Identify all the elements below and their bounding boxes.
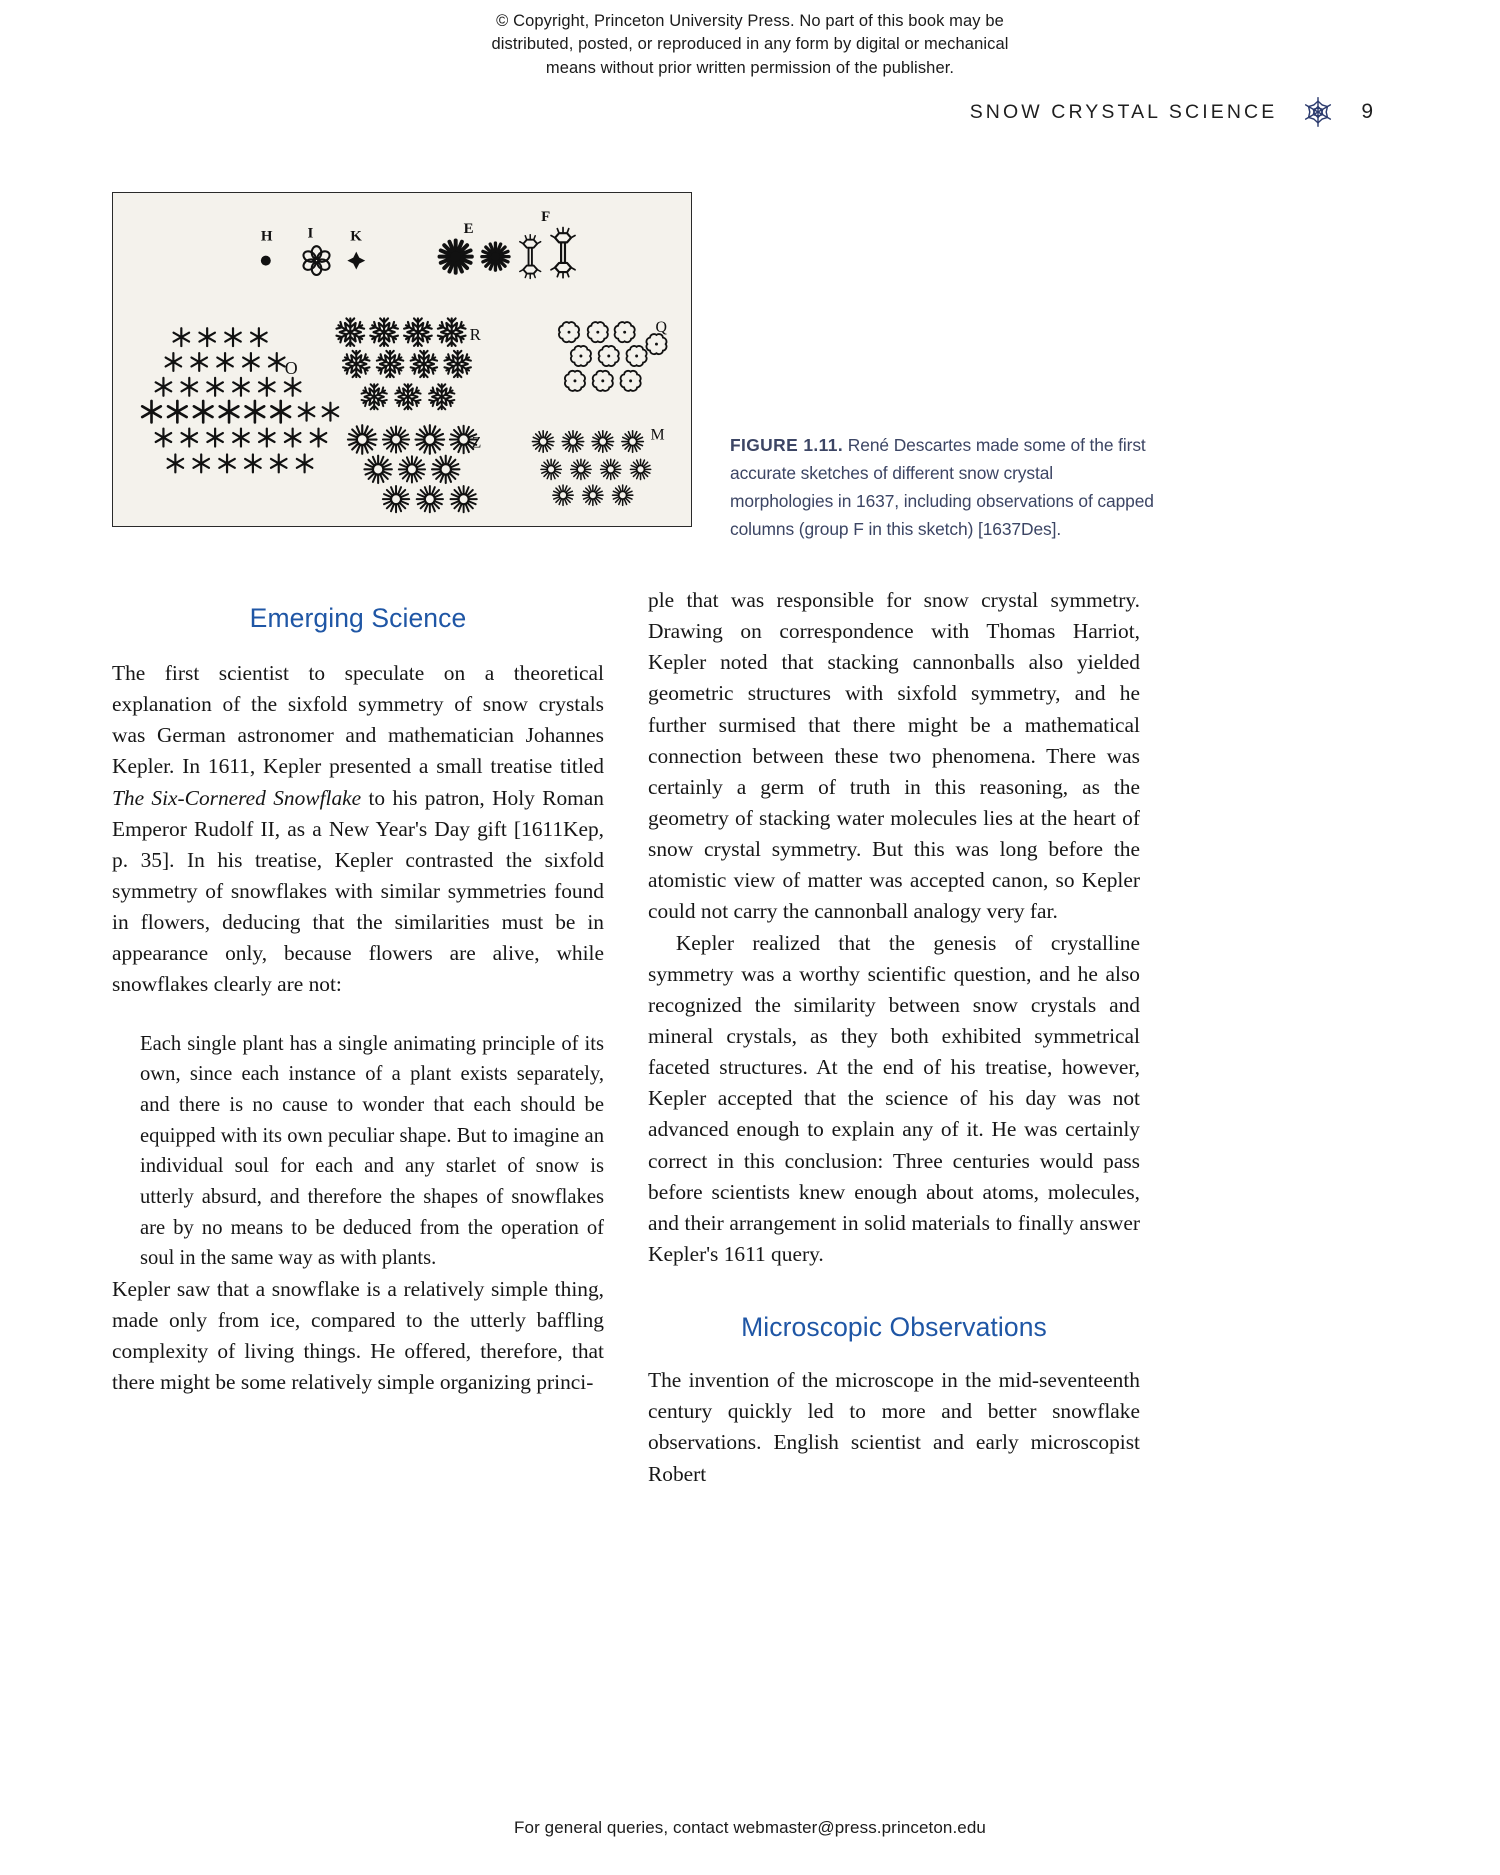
paragraph-crystalline-symmetry: Kepler realized that the genesis of crystalline symmetry was a worthy scientific question, and he also recognized the similarity between snow crystals and mineral crystals, as they both exhibited symmetrical faceted structures. At the end of his treatise, however, Kepler accepted that the science of his day was not advanced enough to explain any of it. He was certainly correct in this conclusion: Three centuries would pass before scientists knew enough about atoms, molecules, and their arrangement in solid materials to finally answer Kepler's 1611 query. xyxy=(648,930,1140,1266)
running-head-title: SNOW CRYSTAL SCIENCE xyxy=(969,100,1278,123)
descartes-sketch-plate xyxy=(112,192,692,527)
descartes-snow-crystal-engraving xyxy=(113,193,691,526)
paragraph-cannonballs: ple that was responsible for snow crystal symmetry. Drawing on correspondence with Thomas Harriot, Kepler noted that stacking cannonballs also yielded geometric structures with sixfold symmetry, and he further surmised that there might be a mathematical connection between these two phenomena. There was certainly a germ of truth in this reasoning, as the geometry of stacking water molecules lies at the heart of snow crystal symmetry. But this was long before the atomistic view of matter was accepted canon, so Kepler could not carry the cannonball analogy very far. xyxy=(648,588,1140,924)
figure-caption-label: FIGURE 1.11. xyxy=(730,435,844,455)
crystal-E-burst-2 xyxy=(482,243,509,270)
figure-label-K: K xyxy=(350,228,362,245)
block-quote-kepler: Each single plant has a single animating principle of its own, since each instance of a plant exists separately, and there is no cause to wonder that each should be equipped with its own peculiar shape. But to imagine an individual soul for each and any starlet of snow is utterly absurd, and therefore the shapes of snowflakes are by no means to be deduced from the operation of soul in the same way as with plants. xyxy=(140,1032,604,1270)
figure-label-M: M xyxy=(650,426,665,444)
copyright-notice xyxy=(0,10,1500,80)
figure-caption-text: René Descartes made some of the first accurate sketches of different snow crystal morphologies in 1637, including observations of capped columns (group F in this sketch) [1637Des]. xyxy=(730,435,1154,539)
figure-label-O: O xyxy=(284,357,298,378)
copyright-line-2: distributed, posted, or reproduced in any form by digital or mechanical xyxy=(491,35,1009,54)
figure-caption xyxy=(730,432,1156,543)
copyright-line-3: means without prior written permission of the publisher. xyxy=(545,58,955,77)
right-column xyxy=(648,585,1140,1490)
paragraph-kepler-intro xyxy=(112,658,604,1001)
running-head xyxy=(970,95,1373,129)
figure-label-H: H xyxy=(260,228,273,245)
paragraph-microscope: The invention of the microscope in the mid-seventeenth century quickly led to more and better snowflake observations. English scientist and early microscopist Robert xyxy=(648,1368,1140,1486)
section-heading-emerging-science: Emerging Science xyxy=(249,603,467,633)
figure-1-11 xyxy=(112,192,692,527)
figure-label-R: R xyxy=(469,325,481,345)
snowflake-icon xyxy=(1301,95,1335,129)
left-column xyxy=(112,585,604,1398)
crystal-H-dot xyxy=(261,256,271,266)
figure-label-E: E xyxy=(463,220,474,237)
book-title-italic: The Six-Cornered Snowflake xyxy=(112,785,362,810)
footer-note: For general queries, contact webmaster@press.princeton.edu xyxy=(514,1818,986,1837)
page-number: 9 xyxy=(1361,100,1373,123)
figure-label-F: F xyxy=(541,208,551,225)
figure-label-Z: Z xyxy=(471,434,482,452)
section-heading-microscopic-observations: Microscopic Observations xyxy=(741,1312,1047,1343)
copyright-line-1: © Copyright, Princeton University Press. No part of this book may be xyxy=(496,12,1004,30)
paragraph-part-b: to his patron, Holy Roman Emperor Rudolf II, as a New Year's Day gift [1611Kep, p. 35]. In his treatise, Kepler contrasted the sixfold symmetry of snowflakes with similar symmetries found in flowers, deducing that the similarities must be in appearance only, because flowers are alive, while snowflakes clearly are not: xyxy=(112,785,604,997)
figure-label-Q: Q xyxy=(655,319,667,337)
paragraph-kepler-simple-thing: Kepler saw that a snowflake is a relatively simple thing, made only from ice, compared to the utterly baffling complexity of living things. He offered, therefore, that there might be some relatively simple organizing princi- xyxy=(112,1276,604,1395)
paragraph-part-a: The first scientist to speculate on a theoretical explanation of the sixfold symmetry of snow crystals was German astronomer and mathematician Johannes Kepler. In 1611, Kepler presented a small treatise titled xyxy=(112,661,604,779)
crystal-E-burst-1 xyxy=(440,240,472,272)
figure-label-I: I xyxy=(307,225,314,242)
